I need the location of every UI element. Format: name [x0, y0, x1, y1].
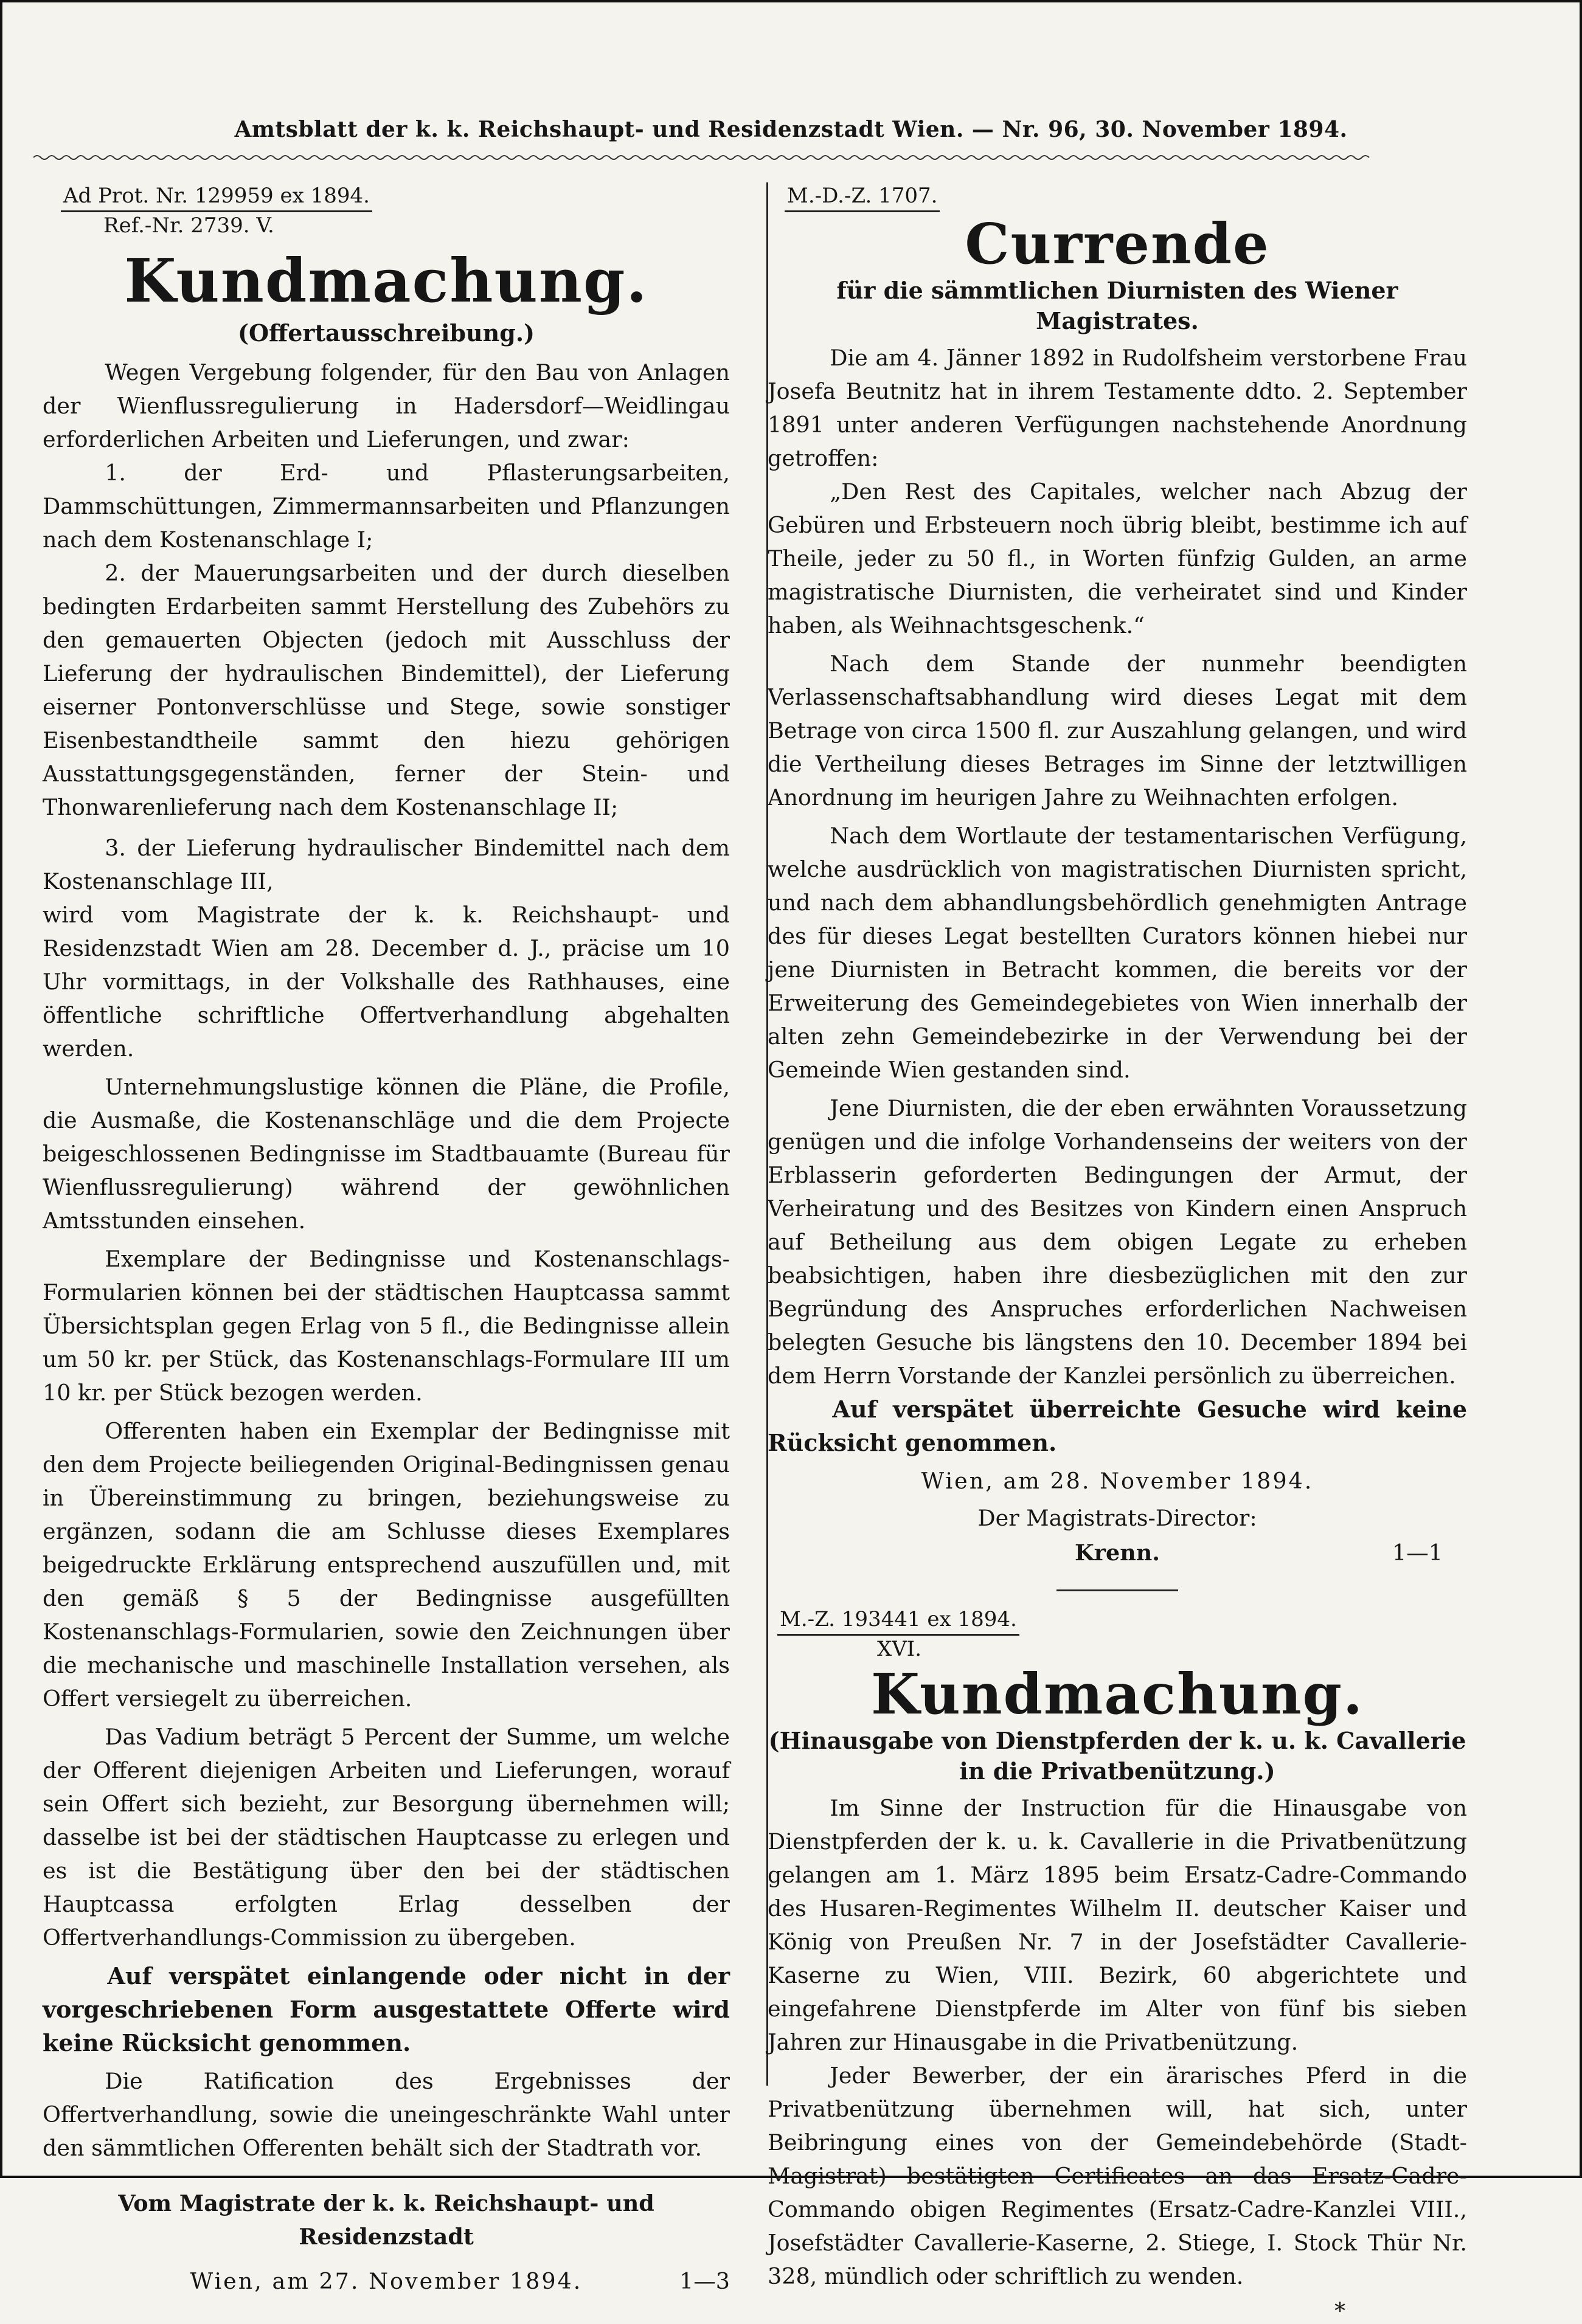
- notice-subtitle: (Offertausschreibung.): [237, 319, 535, 347]
- ratification-paragraph: Die Ratification des Ergebnisses der Offertverhandlung, sowie die uneingeschränkte Wahl unter den sämmtlichen Offerenten behält sich der Stadtrath vor.: [43, 2068, 730, 2161]
- currende-subtitle: für die sämmtlichen Diurnisten des Wiener Magistrates.: [836, 277, 1398, 334]
- currende-number: 1—1: [1392, 1540, 1443, 1566]
- horses-paragraph: Im Sinne der Instruction für die Hinausgabe von Dienstpferden der k. u. k. Cavallerie in die Privatbenützung gelangen am 1. März 1895 beim Ersatz-Cadre-Commando des Husaren-Regimentes Wilhelm II. deutscher Kaiser und König von Preußen Nr. 7 in der Josefstädter Cavallerie-Kaserne zu Wien, VIII. Bezirk, 60 abgerichtete und eingefahrene Dienstpferde im Alter von fünf bis sieben Jahren zur Hinausgabe in die Privatbenützung.: [768, 1795, 1467, 2055]
- reference-number: Ref.-Nr. 2739. V.: [103, 213, 274, 238]
- header-wavy-rule: [33, 153, 1548, 162]
- late-offers-paragraph: Auf verspätet einlangende oder nicht in der vorgeschriebenen Form ausgestattete Offerte wird keine Rücksicht genommen.: [43, 1962, 730, 2056]
- director-name: Krenn.: [1075, 1540, 1160, 1566]
- currende-intro: Die am 4. Jänner 1892 in Rudolfsheim verstorbene Frau Josefa Beutnitz hat in ihrem Testamente ddto. 2. September 1891 unter anderen Verfügungen nachstehende Anordnung getroffen:: [768, 345, 1467, 471]
- running-header: Amtsblatt der k. k. Reichshaupt- und Residenzstadt Wien. — Nr. 96, 30. November 1894.: [234, 117, 1348, 142]
- place-date: Wien, am 27. November 1894.: [190, 2268, 583, 2294]
- director-title: Der Magistrats-Director:: [977, 1505, 1257, 1531]
- scan-border-right: [1580, 0, 1582, 2178]
- currende-place-date: Wien, am 28. November 1894.: [921, 1468, 1314, 1494]
- scan-border-left: [0, 0, 2, 2178]
- left-column: [43, 182, 730, 2300]
- item-3: 3. der Lieferung hydraulischer Bindemittel nach dem Kostenanschlage III,: [43, 835, 730, 894]
- second-notice-title: Kundmachung.: [870, 1661, 1364, 1727]
- copies-paragraph: Exemplare der Bedingnisse und Kostenanschlags-Formularien können bei der städtischen Hauptcassa sammt Übersichtsplan gegen Erlag von 5 fl., die Bedingnisse allein um 50 kr. per Stück, das Kostenanschlags-Formulare III um 10 kr. per Stück bezogen werden.: [43, 1246, 730, 1406]
- intro-paragraph: Wegen Vergebung folgender, für den Bau von Anlagen der Wienflussregulierung in Hadersdorf—Weidlingau erforderlichen Arbeiten und Lieferungen, und zwar:: [43, 359, 730, 452]
- application-paragraph: Jene Diurnisten, die der eben erwähnten Voraussetzung genügen und die infolge Vorhandenseins der weiters von der Erblasserin geforderten Bedingungen der Armut, der Verheiratung und des Besitzes von Kindern einen Anspruch auf Betheilung aus dem obigen Legate zu erheben beabsichtigen, haben ihre diesbezüglichen mit den zur Begründung des Anspruches erforderlichen Nachweisen belegten Gesuche bis längstens den 10. December 1894 bei dem Herrn Vorstande der Kanzlei persönlich zu überreichen.: [768, 1095, 1467, 1389]
- hearing-paragraph: wird vom Magistrate der k. k. Reichshaupt- und Residenzstadt Wien am 28. December d. J., präcise um 10 Uhr vormittags, in der Volkshalle des Rathhauses, eine öffentliche schriftliche Offertverhandlung abgehalten werden.: [43, 902, 730, 1062]
- inspection-paragraph: Unternehmungslustige können die Pläne, die Profile, die Ausmaße, die Kostenanschläge und die dem Projecte beigeschlossenen Bedingnisse im Stadtbauamte (Bureau für Wienflussregulierung) während der gewöhnlichen Amtsstunden einsehen.: [43, 1074, 730, 1234]
- second-notice-subtitle: (Hinausgabe von Dienstpferden der k. u. k. Cavallerie in die Privatbenützung.): [768, 1727, 1466, 1785]
- testament-quote: „Den Rest des Capitales, welcher nach Abzug der Gebüren und Erbsteuern noch übrig bleibt, bestimme ich auf Theile, jeder zu 50 fl., in Worten fünfzig Gulden, an arme magistratische Diurnisten, die verheiratet sind und Kinder haben, als Weihnachtsgeschenk.“: [768, 479, 1467, 638]
- vadium-paragraph: Das Vadium beträgt 5 Percent der Summe, um welche der Offerent diejenigen Arbeiten und Lieferungen, worauf sein Offert sich bezieht, zur Besorgung übernehmen will; dasselbe ist bei der städtischen Hauptcasse zu erlegen und es ist die Bestätigung über den bei der städtischen Hauptcassa erfolgten Erlag desselben der Offertverhandlungs-Commission zu übergeben.: [43, 1724, 730, 1951]
- currende-reference: M.-D.-Z. 1707.: [785, 182, 940, 212]
- applicant-paragraph: Jeder Bewerber, der ein ärarisches Pferd in die Privatbenützung übernehmen will, hat sich, unter Beibringung eines von der Gemeindebehörde (Stadt-Magistrat) bestätigten Certificates an das Ersatz-Cadre-Commando obigen Regimentes (Ersatz-Cadre-Kanzlei VIII., Josefstädter Cavallerie-Kaserne, 2. Stiege, I. Stock Thür Nr. 328, mündlich oder schriftlich zu wenden.: [768, 2063, 1467, 2289]
- legacy-paragraph: Nach dem Stande der nunmehr beendigten Verlassenschaftsabhandlung wird dieses Legat mit dem Betrage von circa 1500 fl. zur Auszahlung gelangen, und wird die Vertheilung dieses Betrages im Sinne der letztwilligen Anordnung im heurigen Jahre zu Weihnachten erfolgen.: [768, 651, 1467, 811]
- issuing-authority: Vom Magistrate der k. k. Reichshaupt- und Residenzstadt: [118, 2190, 654, 2250]
- item-2: 2. der Mauerungsarbeiten und der durch dieselben bedingten Erdarbeiten sammt Herstellung des Zubehörs zu den gemauerten Objecten (jedoch mit Ausschluss der Lieferung der hydraulischen Bindemittel), der Lieferung eiserner Pontonverschlüsse und Stege, sowie sonstiger Eisenbestandtheile sammt den hiezu gehörigen Ausstattungsgegenständen, ferner der Stein- und Thonwarenlieferung nach dem Kostenanschlage II;: [43, 560, 730, 820]
- eligibility-paragraph: Nach dem Wortlaute der testamentarischen Verfügung, welche ausdrücklich von magistratischen Diurnisten spricht, und nach dem abhandlungsbehördlich genehmigten Antrage des für dieses Legat bestellten Curators können hiebei nur jene Diurnisten in Betracht kommen, die bereits vor der Erweiterung des Gemeindegebietes von Wien innerhalb der alten zehn Gemeindebezirke in der Verwendung bei der Gemeinde Wien gestanden sind.: [768, 823, 1467, 1083]
- right-column: [768, 182, 1467, 2324]
- protocol-reference: Ad Prot. Nr. 129959 ex 1894.: [61, 182, 372, 212]
- item-1: 1. der Erd- und Pflasterungsarbeiten, Dammschüttungen, Zimmermannsarbeiten und Pflanzungen nach dem Kostenanschlage I;: [43, 460, 730, 553]
- notice-title: Kundmachung.: [124, 246, 648, 316]
- notice-number: 1—3: [679, 2268, 730, 2294]
- second-notice-reference: M.-Z. 193441 ex 1894.: [777, 1606, 1019, 1636]
- late-applications-paragraph: Auf verspätet überreichte Gesuche wird keine Rücksicht genommen.: [768, 1395, 1467, 1456]
- offer-paragraph: Offerenten haben ein Exemplar der Bedingnisse mit den dem Projecte beiliegenden Original-Bedingnissen genau in Übereinstimmung zu bringen, beziehungsweise zu ergänzen, sodann die am Schlusse dieses Exemplares beigedruckte Erklärung entsprechend auszufüllen und, mit den gemäß § 5 der Bedingnisse ausgefüllten Kostenanschlags-Formularien, sowie den Zeichnungen über die mechanische und maschinelle Installation versehen, als Offert versiegelt zu überreichen.: [43, 1418, 730, 1712]
- scan-border-top: [0, 0, 1582, 2]
- district-number: XVI.: [877, 1637, 921, 1661]
- asterisk-mark: *: [1334, 2299, 1345, 2324]
- section-rule: [1056, 1589, 1178, 1591]
- currende-title: Currende: [965, 211, 1270, 277]
